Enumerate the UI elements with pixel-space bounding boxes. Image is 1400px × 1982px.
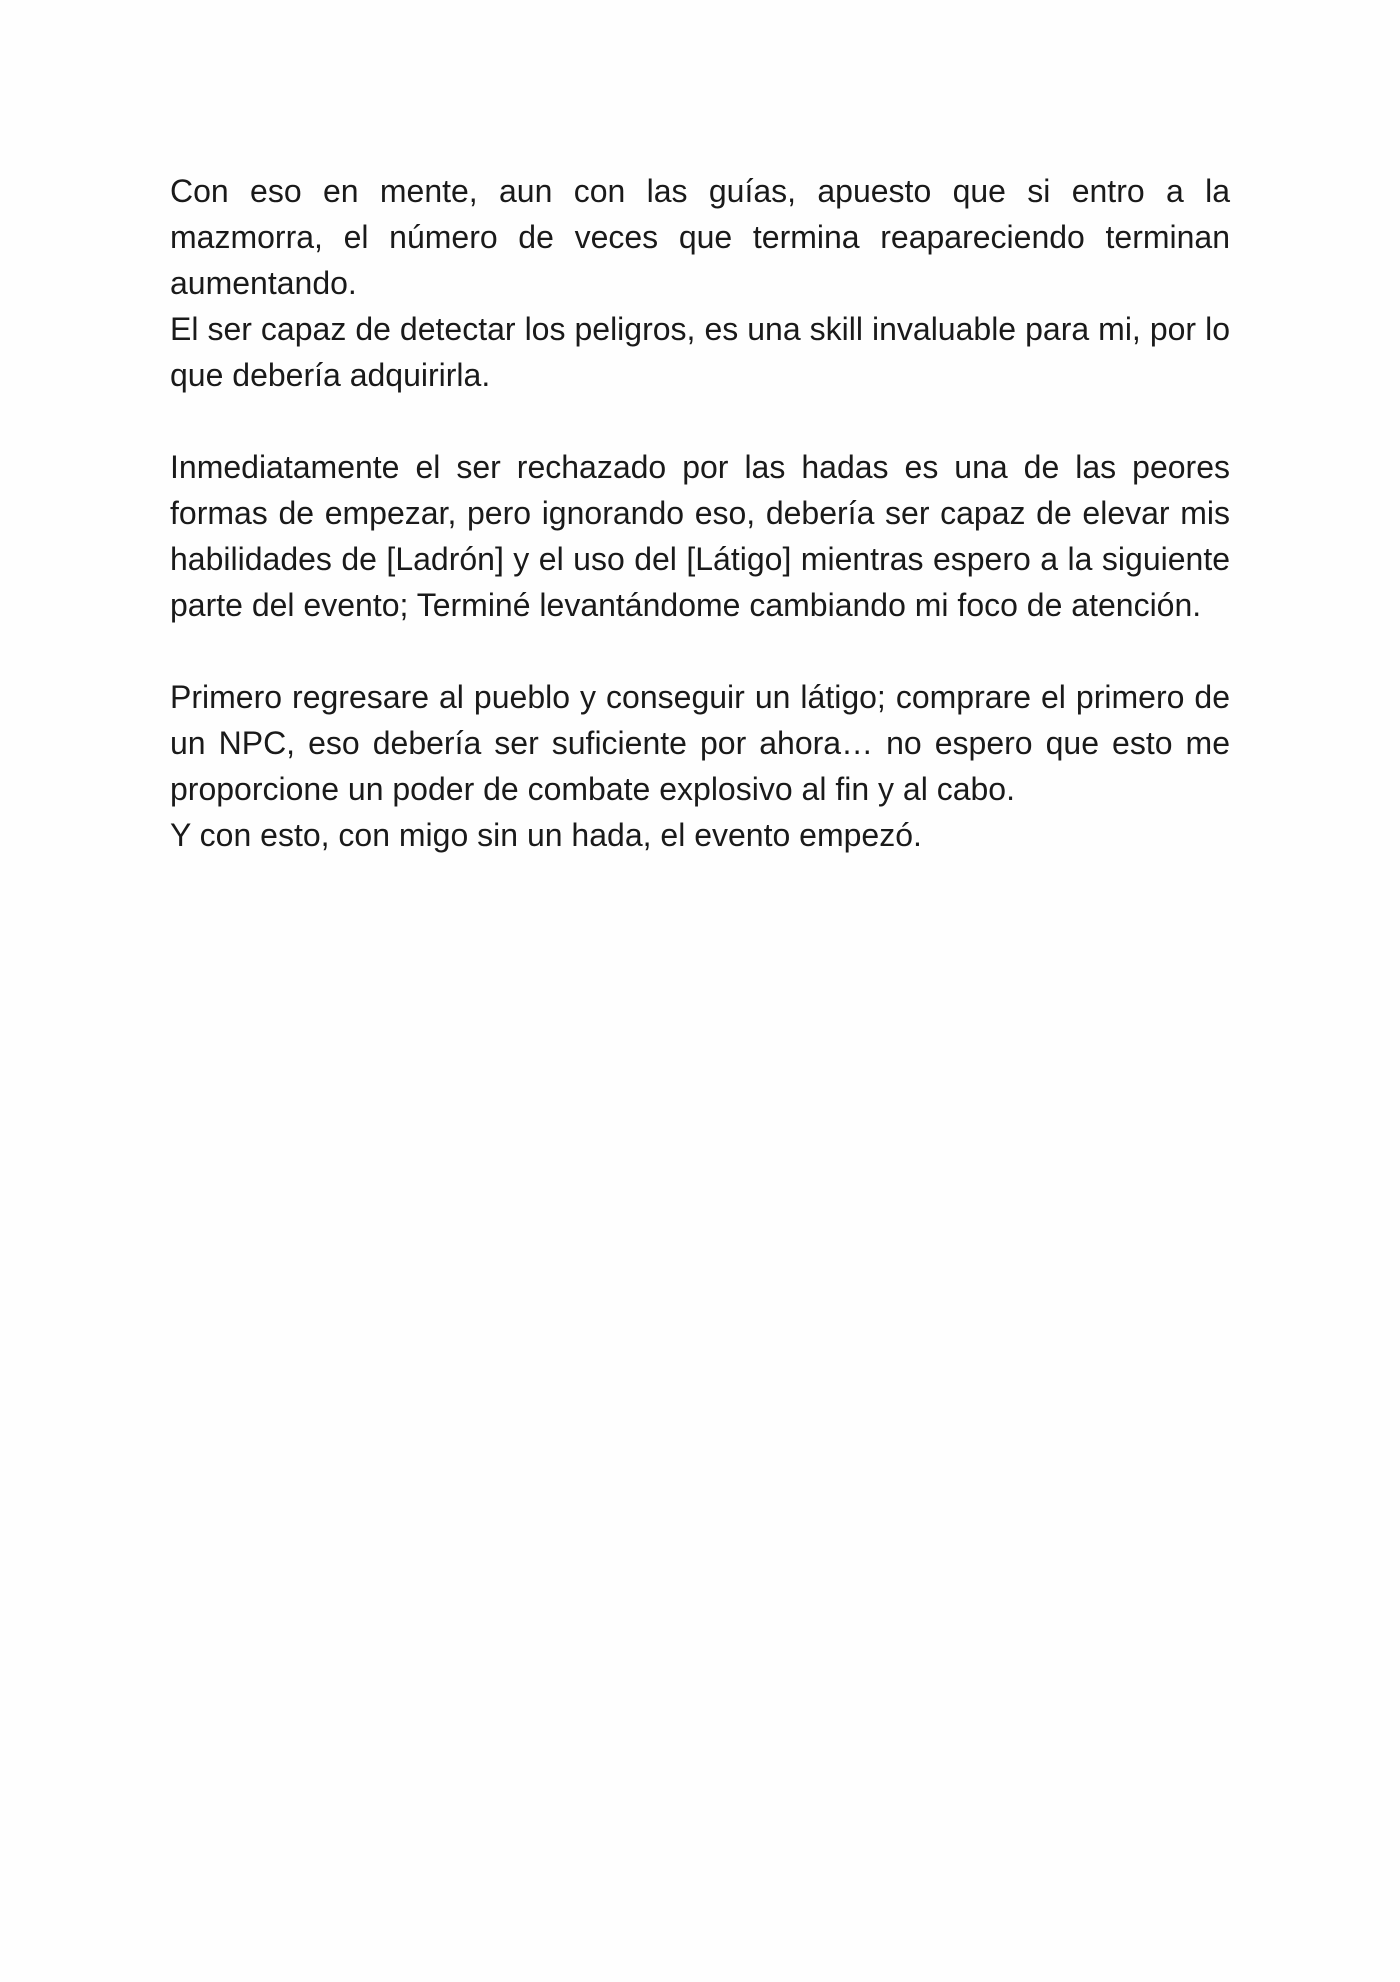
paragraph-4: Primero regresare al pueblo y conseguir un látigo; comprare el primero de un NPC, eso debería ser suficiente por ahora… no espero que esto me proporcione un poder de combate explosivo al fin y al cabo. xyxy=(170,679,1230,807)
paragraph-5: Y con esto, con migo sin un hada, el evento empezó. xyxy=(170,817,922,853)
paragraph-2: El ser capaz de detectar los peligros, es una skill invaluable para mi, por lo que debería adquirirla. xyxy=(170,311,1230,393)
document-body xyxy=(170,168,1230,858)
paragraph-3: Inmediatamente el ser rechazado por las hadas es una de las peores formas de empezar, pero ignorando eso, debería ser capaz de elevar mis habilidades de [Ladrón] y el uso del [Látigo] mientras espero a la siguiente parte del evento; Terminé levantándome cambiando mi foco de atención. xyxy=(170,449,1230,623)
paragraph-1: Con eso en mente, aun con las guías, apuesto que si entro a la mazmorra, el número de veces que termina reapareciendo terminan aumentando. xyxy=(170,173,1230,301)
